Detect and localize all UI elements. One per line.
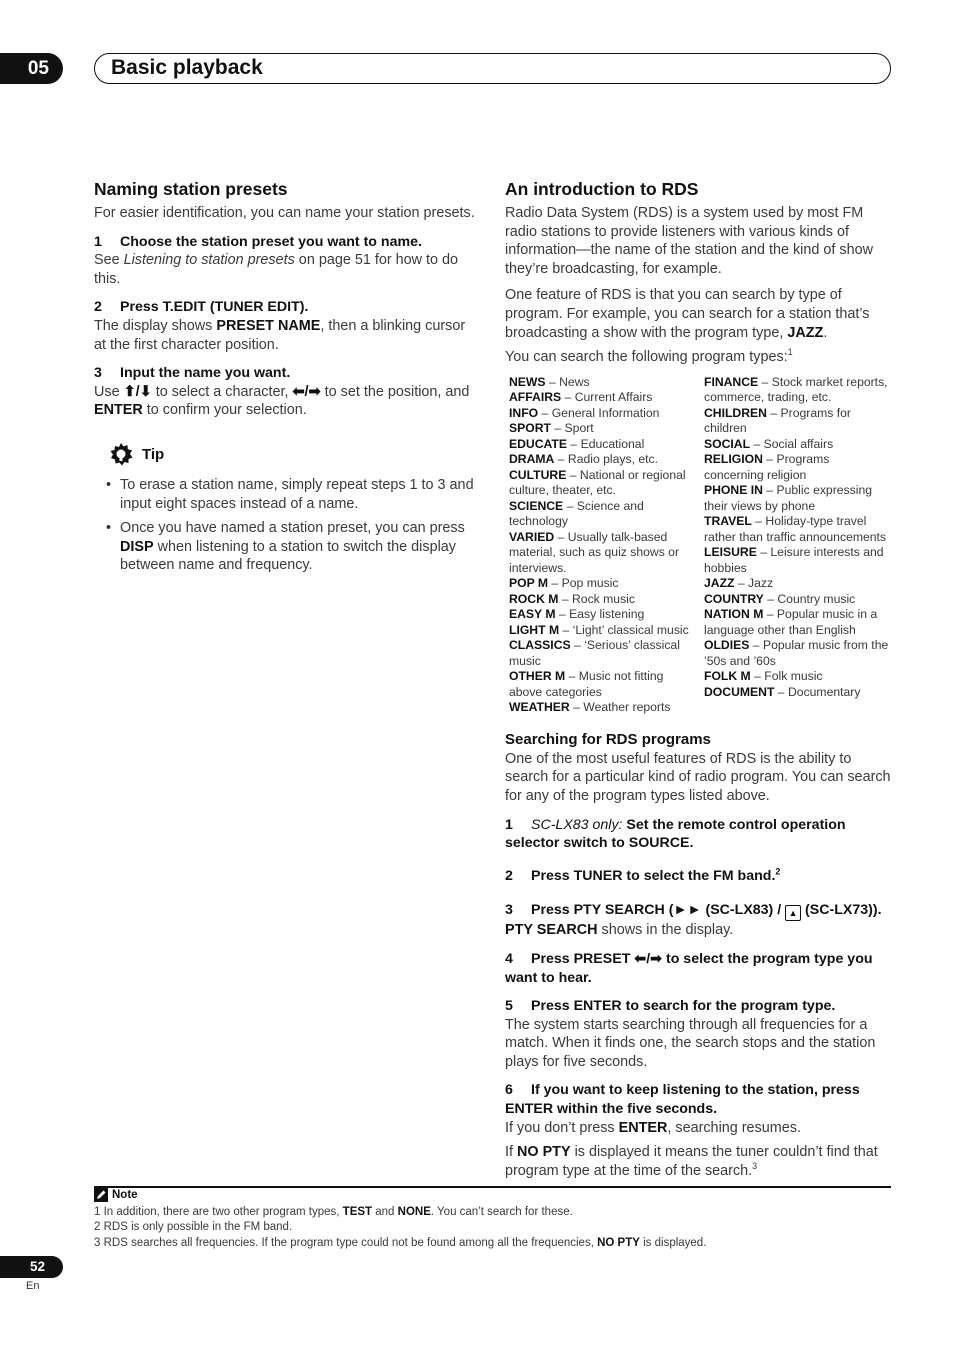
search-step-1: 1 SC-LX83 only: Set the remote control operation selector switch to SOURCE. xyxy=(505,816,846,852)
left-column xyxy=(94,178,480,581)
footnotes xyxy=(94,1205,891,1251)
program-type-item: DOCUMENT – Documentary xyxy=(704,684,861,699)
chapter-title-bar xyxy=(94,53,891,84)
search-step-6-body: If you don’t press ENTER, searching resumes. xyxy=(505,1119,801,1136)
program-type-item: CULTURE – National or regional culture, theater, etc. xyxy=(509,467,686,498)
program-type-item: RELIGION – Programs concerning religion xyxy=(704,452,830,482)
program-types xyxy=(509,375,891,716)
search-step-6: 6 If you want to keep listening to the station, press ENTER within the five seconds. xyxy=(505,1082,860,1118)
lightbulb-icon xyxy=(108,442,134,468)
footnote-3: 3 RDS searches all frequencies. If the program type could not be found among all the frequencies, NO PTY is displayed. xyxy=(94,1236,707,1249)
program-type-code: CHILDREN xyxy=(704,405,767,420)
right-column xyxy=(505,178,891,1186)
program-type-code: ROCK M xyxy=(509,591,559,606)
program-type-item: COUNTRY – Country music xyxy=(704,591,856,606)
program-type-code: AFFAIRS xyxy=(509,390,562,405)
program-type-item: SOCIAL – Social affairs xyxy=(704,436,834,451)
program-type-desc: Popular music in a language other than English xyxy=(704,607,878,637)
program-type-desc: Programs concerning religion xyxy=(704,452,830,482)
program-type-desc: Sport xyxy=(564,421,594,436)
program-type-desc: News xyxy=(559,374,590,389)
program-types-right xyxy=(704,375,891,716)
program-type-code: FOLK M xyxy=(704,669,751,684)
program-type-code: LIGHT M xyxy=(509,622,560,637)
program-type-item: FOLK M – Folk music xyxy=(704,669,823,684)
program-type-code: SOCIAL xyxy=(704,436,751,451)
search-heading: Searching for RDS programs xyxy=(505,730,711,748)
step-3: 3 Input the name you want. xyxy=(94,365,291,382)
program-type-item: EDUCATE – Educational xyxy=(509,436,645,451)
program-type-desc: ‘Light’ classical music xyxy=(572,622,689,637)
program-type-code: SPORT xyxy=(509,421,551,436)
program-type-item: JAZZ – Jazz xyxy=(704,576,774,591)
program-type-desc: Social affairs xyxy=(763,436,834,451)
program-type-item: CLASSICS – ‘Serious’ classical music xyxy=(509,638,680,668)
program-type-desc: Usually talk-based material, such as quiz shows or interviews. xyxy=(509,529,680,575)
program-type-desc: National or regional culture, theater, etc. xyxy=(509,467,686,498)
program-type-code: LEISURE xyxy=(704,545,757,560)
step-2: 2 Press T.EDIT (TUNER EDIT). xyxy=(94,299,309,316)
search-intro: One of the most useful features of RDS is the ability to search for a particular kind of radio program. You can search for any of the program types listed above. xyxy=(505,750,891,804)
program-type-desc: Country music xyxy=(777,591,856,606)
note-label: Note xyxy=(112,1189,138,1201)
program-type-desc: Public expressing their views by phone xyxy=(704,483,873,513)
program-type-desc: Leisure interests and hobbies xyxy=(704,545,884,575)
step-3-body: Use ⬆/⬇ to select a character, ⬅/➡ to set the position, and ENTER to confirm your selection. xyxy=(94,383,470,419)
tip-header xyxy=(108,442,480,468)
program-type-code: NEWS xyxy=(509,374,546,389)
program-type-desc: Holiday-type travel rather than traffic announcements xyxy=(704,514,887,544)
program-type-item: INFO – General Information xyxy=(509,405,660,420)
program-type-code: TRAVEL xyxy=(704,514,752,529)
program-type-code: SCIENCE xyxy=(509,498,564,513)
search-step-5: 5 Press ENTER to search for the program type. xyxy=(505,998,836,1015)
program-type-code: DOCUMENT xyxy=(704,684,775,699)
program-type-code: CLASSICS xyxy=(509,638,571,653)
rds-intro: Radio Data System (RDS) is a system used by most FM radio stations to provide listeners with various kinds of information—the name of the station and the kind of show they’re broadcasting, for example. xyxy=(505,205,873,277)
chapter-title: Basic playback xyxy=(111,56,263,79)
program-type-desc: Educational xyxy=(580,436,645,451)
program-type-item: NEWS – News xyxy=(509,374,590,389)
program-type-desc: Radio plays, etc. xyxy=(567,452,659,467)
program-type-item: TRAVEL – Holiday-type travel rather than traffic announcements xyxy=(704,514,887,544)
note-header xyxy=(94,1188,138,1202)
program-type-desc: Folk music xyxy=(764,669,823,684)
chapter-number: 05 xyxy=(0,53,63,84)
search-step-3-body: PTY SEARCH shows in the display. xyxy=(505,922,734,939)
up-down-arrow-icon: ⬆/⬇ xyxy=(123,383,152,400)
program-type-desc: Documentary xyxy=(787,684,861,699)
program-type-item: ROCK M – Rock music xyxy=(509,591,635,606)
program-type-desc: Music not fitting above categories xyxy=(509,669,664,699)
fast-forward-icon: ►► xyxy=(673,902,702,919)
program-type-code: RELIGION xyxy=(704,452,763,467)
rds-types-intro: You can search the following program types:$^1$ xyxy=(505,347,793,366)
program-type-item: FINANCE – Stock market reports, commerce, trading, etc. xyxy=(704,374,888,405)
program-type-code: NATION M xyxy=(704,607,764,622)
program-type-item: PHONE IN – Public expressing their views by phone xyxy=(704,483,873,513)
program-type-code: COUNTRY xyxy=(704,591,764,606)
program-type-code: OLDIES xyxy=(704,638,750,653)
program-type-desc: Programs for children xyxy=(704,405,851,436)
page-number: 52 xyxy=(0,1256,63,1278)
program-type-code: OTHER M xyxy=(509,669,566,684)
naming-intro: For easier identification, you can name your station presets. xyxy=(94,205,475,221)
program-type-code: EDUCATE xyxy=(509,436,568,451)
program-type-code: INFO xyxy=(509,405,539,420)
program-type-desc: Pop music xyxy=(561,576,619,591)
search-step-3: 3 Press PTY SEARCH (►► (SC-LX83) / ▲ (SC-LX73)). xyxy=(505,901,891,921)
search-step-2: 2 Press TUNER to select the FM band.$^2$ xyxy=(505,865,781,884)
program-type-desc: Stock market reports, commerce, trading, etc. xyxy=(704,374,888,405)
step-1-body: See Listening to station presets on page 51 for how to do this. xyxy=(94,252,459,287)
program-type-desc: General Information xyxy=(551,405,660,420)
left-right-arrow-icon: ⬅/➡ xyxy=(634,950,663,967)
program-type-desc: Current Affairs xyxy=(574,390,653,405)
tip-label: Tip xyxy=(142,445,165,463)
program-type-item: SCIENCE – Science and technology xyxy=(509,498,644,529)
program-types-left xyxy=(509,375,696,716)
program-type-desc: Jazz xyxy=(748,576,774,591)
program-type-item: LEISURE – Leisure interests and hobbies xyxy=(704,545,884,575)
naming-heading: Naming station presets xyxy=(94,179,288,199)
program-type-item: POP M – Pop music xyxy=(509,576,619,591)
program-type-item: CHILDREN – Programs for children xyxy=(704,405,851,436)
program-type-code: FINANCE xyxy=(704,374,759,389)
search-section xyxy=(505,730,891,1181)
program-type-desc: Weather reports xyxy=(583,700,671,715)
program-type-item: VARIED – Usually talk-based material, such as quiz shows or interviews. xyxy=(509,529,680,575)
rds-feature: One feature of RDS is that you can search by type of program. For example, you can search for a station that’s broadcasting a show with the program type, JAZZ. xyxy=(505,287,870,341)
program-type-desc: Popular music from the ’50s and ’60s xyxy=(704,638,889,668)
program-type-item: DRAMA – Radio plays, etc. xyxy=(509,452,659,467)
search-step-5-body: The system starts searching through all frequencies for a match. When it finds one, the search stops and the station plays for five seconds. xyxy=(505,1016,876,1070)
program-type-desc: Easy listening xyxy=(569,607,645,622)
step-2-body: The display shows PRESET NAME, then a blinking cursor at the first character position. xyxy=(94,317,466,353)
footnote-1: 1 In addition, there are two other program types, TEST and NONE. You can’t search for these. xyxy=(94,1206,573,1218)
program-type-item: AFFAIRS – Current Affairs xyxy=(509,390,653,405)
program-type-code: JAZZ xyxy=(704,576,735,591)
program-type-item: EASY M – Easy listening xyxy=(509,607,645,622)
search-step-4: 4 Press PRESET ⬅/➡ to select the program type you want to hear. xyxy=(505,950,873,986)
program-type-item: SPORT – Sport xyxy=(509,421,594,436)
footnote-divider xyxy=(94,1186,891,1188)
program-type-item: NATION M – Popular music in a language other than English xyxy=(704,607,878,637)
program-type-desc: Rock music xyxy=(572,591,635,606)
program-type-code: VARIED xyxy=(509,529,555,544)
program-type-code: CULTURE xyxy=(509,467,567,482)
program-type-desc: ‘Serious’ classical music xyxy=(509,638,680,668)
left-right-arrow-icon: ⬅/➡ xyxy=(292,383,321,400)
search-step-6-note: If NO PTY is displayed it means the tuner couldn’t find that program type at the time of the search.$^3$ xyxy=(505,1144,878,1179)
rds-heading: An introduction to RDS xyxy=(505,179,699,199)
program-type-item: OTHER M – Music not fitting above categories xyxy=(509,669,664,699)
step-1: 1 Choose the station preset you want to name. xyxy=(94,233,422,250)
program-type-desc: Science and technology xyxy=(509,498,644,529)
remote-button-icon: ▲ xyxy=(785,905,801,921)
program-type-code: WEATHER xyxy=(509,700,570,715)
pencil-note-icon xyxy=(94,1188,108,1202)
tip-list xyxy=(94,476,480,575)
language-code: En xyxy=(26,1280,40,1292)
program-type-item: OLDIES – Popular music from the ’50s and ’60s xyxy=(704,638,889,668)
tip-item: • To erase a station name, simply repeat steps 1 to 3 and input eight spaces instead of a name. xyxy=(120,476,480,513)
program-type-code: DRAMA xyxy=(509,452,555,467)
program-type-item: LIGHT M – ‘Light’ classical music xyxy=(509,622,689,637)
program-type-item: WEATHER – Weather reports xyxy=(509,700,671,715)
program-type-code: EASY M xyxy=(509,607,556,622)
tip-item: • Once you have named a station preset, you can press DISP when listening to a station to switch the display between name and frequency. xyxy=(120,519,480,575)
footnote-2: 2 RDS is only possible in the FM band. xyxy=(94,1221,293,1234)
program-type-code: PHONE IN xyxy=(704,483,763,498)
program-type-code: POP M xyxy=(509,576,549,591)
